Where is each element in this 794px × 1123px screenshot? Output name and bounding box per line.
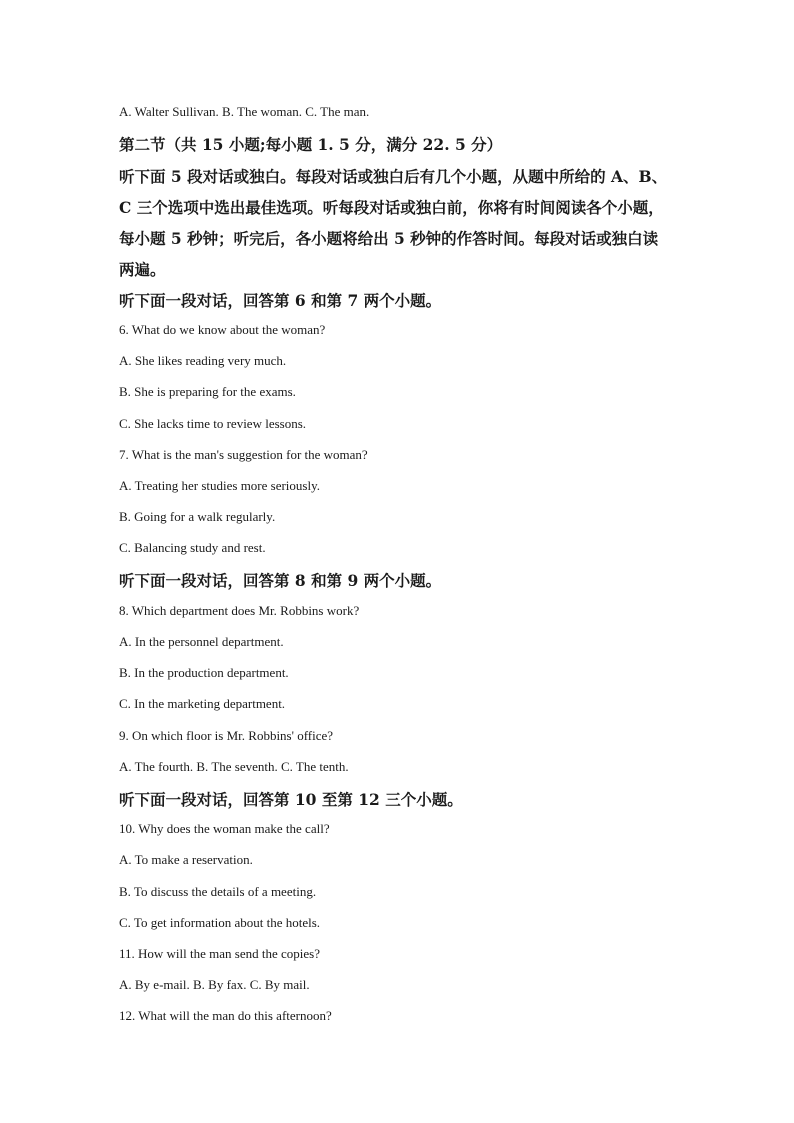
question-7-option-a: A. Treating her studies more seriously. bbox=[119, 478, 320, 493]
question-9-options: A. The fourth. B. The seventh. C. The tenth. bbox=[119, 759, 349, 774]
question-6: 6. What do we know about the woman? bbox=[119, 322, 326, 337]
question-12: 12. What will the man do this afternoon? bbox=[119, 1008, 332, 1023]
question-8-option-c: C. In the marketing department. bbox=[119, 696, 286, 711]
question-8-option-b: B. In the production department. bbox=[119, 665, 289, 680]
instructions-line-1: 听下面 5 段对话或独白。每段对话或独白后有几个小题，从题中所给的 A、B、 bbox=[119, 167, 668, 186]
question-7-option-c: C. Balancing study and rest. bbox=[119, 540, 266, 555]
q5-options: A. Walter Sullivan. B. The woman. C. The man. bbox=[119, 104, 370, 119]
question-7: 7. What is the man's suggestion for the woman? bbox=[119, 447, 368, 462]
question-6-option-b: B. She is preparing for the exams. bbox=[119, 384, 296, 399]
instructions-line-2: C 三个选项中选出最佳选项。听每段对话或独白前，你将有时间阅读各个小题， bbox=[119, 198, 664, 217]
question-10: 10. Why does the woman make the call? bbox=[119, 821, 330, 836]
dialogue-heading-8-9: 听下面一段对话，回答第 8 和第 9 两个小题。 bbox=[119, 571, 442, 590]
question-10-option-b: B. To discuss the details of a meeting. bbox=[119, 884, 317, 899]
question-7-option-b: B. Going for a walk regularly. bbox=[119, 509, 276, 524]
question-11: 11. How will the man send the copies? bbox=[119, 946, 320, 961]
section-heading: 第二节（共 15 小题;每小题 1. 5 分，满分 22. 5 分） bbox=[119, 135, 503, 154]
instructions-line-3: 每小题 5 秒钟；听完后，各小题将给出 5 秒钟的作答时间。每段对话或独白读 bbox=[119, 229, 659, 248]
instructions-line-4: 两遍。 bbox=[119, 260, 166, 279]
question-6-option-a: A. She likes reading very much. bbox=[119, 353, 287, 368]
question-6-option-c: C. She lacks time to review lessons. bbox=[119, 416, 307, 431]
question-10-option-a: A. To make a reservation. bbox=[119, 852, 253, 867]
question-11-options: A. By e-mail. B. By fax. C. By mail. bbox=[119, 977, 310, 992]
question-8: 8. Which department does Mr. Robbins work? bbox=[119, 603, 360, 618]
dialogue-heading-10-12: 听下面一段对话，回答第 10 至第 12 三个小题。 bbox=[119, 790, 463, 809]
question-8-option-a: A. In the personnel department. bbox=[119, 634, 284, 649]
question-9: 9. On which floor is Mr. Robbins' office? bbox=[119, 728, 334, 743]
question-10-option-c: C. To get information about the hotels. bbox=[119, 915, 321, 930]
dialogue-heading-6-7: 听下面一段对话，回答第 6 和第 7 两个小题。 bbox=[119, 291, 442, 310]
